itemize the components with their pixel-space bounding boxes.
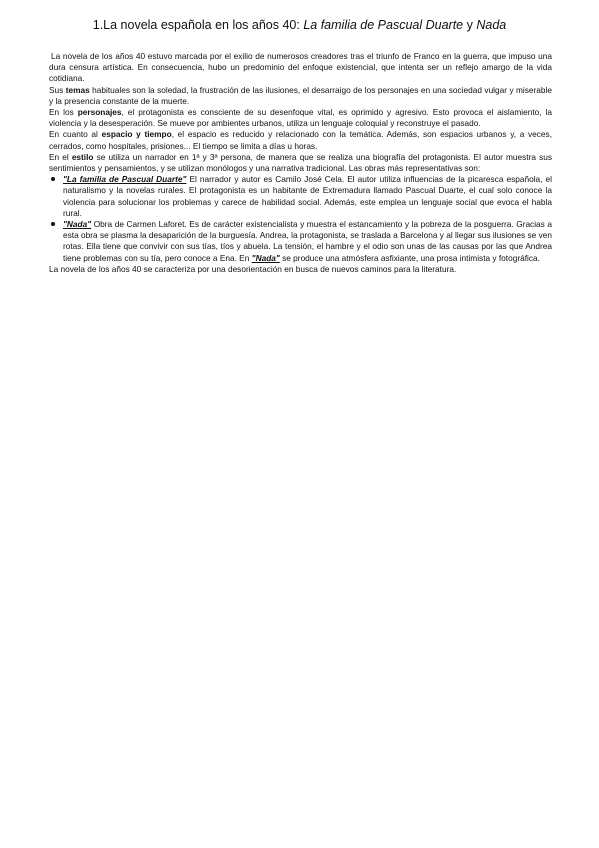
temas-before: Sus [49,84,66,95]
inline-work-title: "Nada" [251,252,280,263]
works-list [49,174,552,264]
list-item [49,219,552,264]
bullet-icon [51,177,55,181]
estilo-paragraph [49,152,552,174]
estilo-after: se utiliza un narrador en 1ª y 3ª persona, de manera que se realiza una biografía del protagonista. El autor muestra sus sentimientos y pensamientos, y se utilizan monólogos y una narrativa tradicional. Las obras más representativas son: [49,151,552,174]
work-title: "La familia de Pascual Duarte" [63,174,187,185]
bullet-icon [51,222,55,226]
conclusion-paragraph: La novela de los años 40 se caracteriza por una desorientación en busca de nuevos caminos para la literatura. [49,263,457,274]
work-description: El narrador y autor es Camilo José Cela. El autor utiliza influencias de la picaresca española, el naturalismo y la novelas rurales. El protagonista es un habitante de Extremadura llamado Pascual Duarte, el cual solo conoce la violencia para solucionar los problemas y carece de habilidad social. Además, este emplea un lenguaje social que evoca el habla rural. [63,174,552,218]
espacio-before: En cuanto al [49,129,102,140]
temas-keyword: temas [65,84,90,95]
work-title: "Nada" [63,219,92,230]
temas-after: habituales son la soledad, la frustración de las ilusiones, el desarraigo de los personajes en una sociedad vulgar y miserable y la presencia constante de la muerte. [49,84,552,106]
title-joiner: y [463,18,477,32]
personajes-keyword: personajes [77,107,122,118]
title-work-2: Nada [476,18,507,32]
list-item [49,174,552,219]
intro-paragraph: La novela de los años 40 estuvo marcada por el exilio de numerosos creadores tras el triunfo de Franco en la guerra, que impuso una dura censura artística. En consecuencia, hubo un predominio del enfoque existencial, que intenta ser un reflejo amargo de la vida cotidiana. [49,51,552,84]
personajes-after: , el protagonista es consciente de su desenfoque vital, es oprimido y agresivo. Esto provoca el aislamiento, la violencia y la desesperación. Se mueve por ambientes urbanos, utiliza un lenguaje coloquial y reconstruye el pasado. [49,107,552,129]
temas-paragraph [49,85,552,107]
estilo-before: En el [49,151,72,162]
document-body [49,51,552,275]
espacio-keyword: espacio y tiempo [101,129,172,140]
espacio-paragraph [49,129,552,151]
title-work-1: La familia de Pascual Duarte [303,18,464,32]
work-description-end: se produce una atmósfera asfixiante, una prosa intimista y fotográfica. [279,252,540,263]
espacio-after: , el espacio es reducido y relacionado con la temática. Además, son espacios urbanos y, a veces, cerrados, como hospitales, prisiones... El tiempo se limita a días u horas. [49,129,553,151]
page-title [0,18,599,32]
personajes-before: En los [49,107,78,118]
estilo-keyword: estilo [71,151,94,162]
personajes-paragraph [49,107,552,129]
title-prefix: 1.La novela española en los años 40: [92,18,304,32]
work-description: Obra de Carmen Laforet. Es de carácter existencialista y muestra el estancamiento y la pobreza de la posguerra. Gracias a esta obra se plasma la desaparición de la burguesía. Andrea, la protagonista, se traslada a Barcelona y al llegar sus ilusiones se ven rotas. Ella tiene que convivir con sus tías, tíos y abuela. La tensión, el hambre y el odio son unas de las causas por las que Andrea tiene problemas con su tía, pero conoce a Ena. En [63,219,552,263]
